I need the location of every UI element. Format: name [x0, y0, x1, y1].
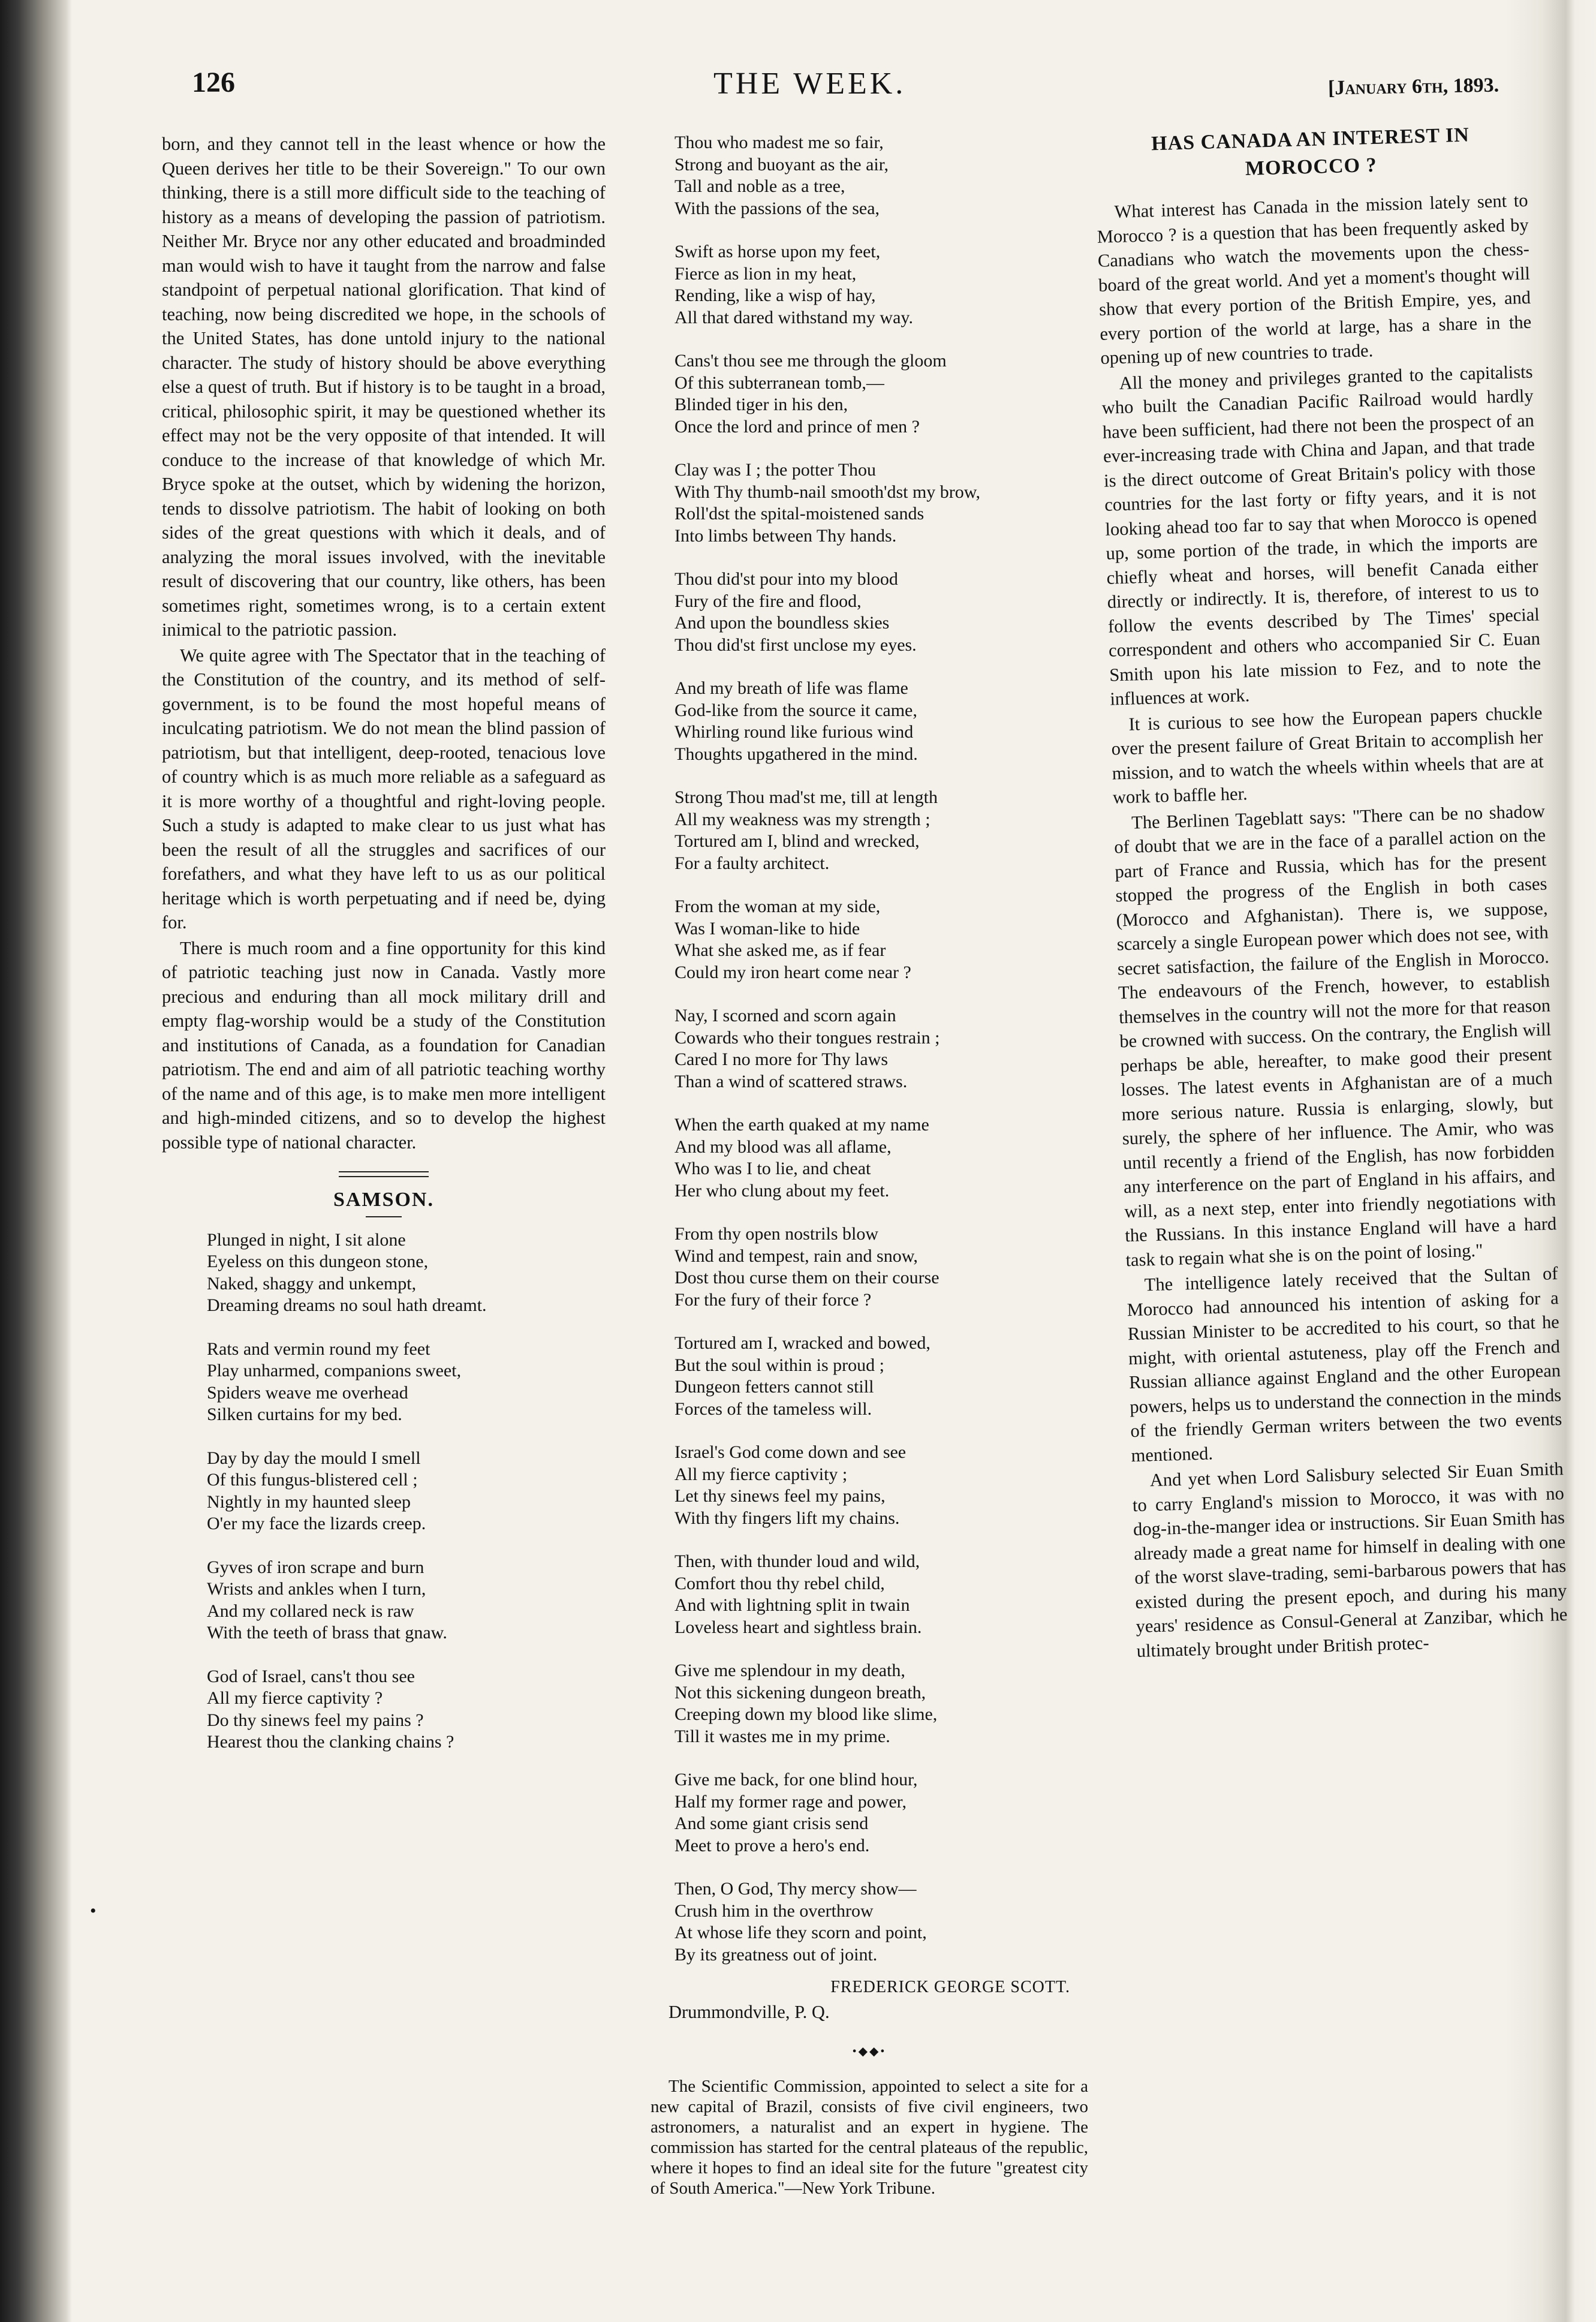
poem-line: Swift as horse upon my feet, [674, 242, 881, 261]
poem-line: Once the lord and prince of men ? [674, 416, 920, 437]
poem-line: With thy fingers lift my chains. [674, 1508, 900, 1528]
poem-line: Of this fungus-blistered cell ; [207, 1470, 418, 1490]
poem-stanza [674, 132, 1088, 219]
poem-line: And my collared neck is raw [207, 1601, 414, 1621]
poem-line: Tall and noble as a tree, [674, 176, 845, 196]
poem-line: Strong and buoyant as the air, [674, 154, 889, 175]
poem-line: Plunged in night, I sit alone [207, 1229, 406, 1250]
poem-line: Cowards who their tongues restrain ; [674, 1027, 940, 1048]
poem-stanza [674, 1660, 1088, 1747]
poem-line: Dungeon fetters cannot still [674, 1377, 874, 1397]
poem-line: All my fierce captivity ; [674, 1464, 848, 1484]
poem-stanza [674, 1005, 1088, 1093]
poem-line: Nightly in my haunted sleep [207, 1491, 411, 1512]
poem-line: From thy open nostrils blow [674, 1224, 879, 1244]
poem-stanza [674, 350, 1088, 438]
poem-stanzas-left [162, 1229, 606, 1753]
poem-stanza [207, 1339, 606, 1426]
poem-line: Wind and tempest, rain and snow, [674, 1246, 918, 1266]
news-notice: The Scientific Commission, appointed to select a site for a new capital of Brazil, consists of five civil engineers, two astronomers, a naturalist and an expert in hygiene. The commission has started for the central plateaus of the republic, where it hopes to find an ideal site for the future "greatest city of South America."—New York Tribune. [651, 2076, 1088, 2198]
poem-line: O'er my face the lizards creep. [207, 1514, 426, 1533]
dateline: [January 6th, 1893. [1327, 74, 1499, 100]
column-middle [651, 132, 1088, 2198]
column-left [162, 132, 606, 1775]
poem-line: Till it wastes me in my prime. [674, 1726, 890, 1746]
poem-line: Play unharmed, companions sweet, [207, 1361, 462, 1380]
paragraph: It is curious to see how the European papers chuckle over the present failure of Great Britain to accomplish her mission, and to watch the wheels within wheels that are at work to baffle her. [1111, 702, 1544, 808]
poem-line: Her who clung about my feet. [674, 1180, 890, 1201]
poem-line: Clay was I ; the potter Thou [674, 460, 877, 480]
poem-stanza [207, 1557, 606, 1644]
poem-stanzas-middle [651, 132, 1088, 1966]
poem-line: Fury of the fire and flood, [674, 591, 862, 611]
ornament-divider: •◆◆• [852, 2045, 887, 2058]
poem-line: And my breath of life was flame [674, 678, 908, 698]
poem-line: Roll'dst the spital-moistened sands [674, 504, 925, 524]
poem-line: Comfort thou thy rebel child, [674, 1573, 885, 1593]
poem-line: Naked, shaggy and unkempt, [207, 1273, 417, 1294]
poem-line: God of Israel, cans't thou see [207, 1666, 415, 1686]
poem-stanza [674, 459, 1088, 547]
poem-line: With the passions of the sea, [674, 198, 880, 218]
page-header [192, 66, 1499, 108]
poem-line: Thoughts upgathered in the mind. [674, 744, 918, 764]
paragraph: The Berlinen Tageblatt says: "There can be no shadow of doubt that we are in the face of a parallel action on the part of France and Russia, which has for the present stopped the progress of the English in both cases (Morocco and Afghanistan). There is, we suppose, scarcely a single European power which does not see, with secret satisfaction, the failure of the English in Morocco. The endeavours of the French, however, to establish themselves in the country will not the more for that reason be crowned with success. On the contrary, the English will perhaps be able, hereafter, to make good their present losses. The latest events in Afghanistan are of a much more serious nature. Russia is enlarging, slowly, but surely, the sphere of her influence. The Amir, who was until recently a friend of the English, has now forbidden any interference on the part of England in his affairs, and will, as a next step, enter into friendly negotiations with the Russians. In this instance England will have a hard task to regain what she is on the point of losing." [1113, 800, 1557, 1270]
poem-line: Wrists and ankles when I turn, [207, 1579, 426, 1599]
paragraph: born, and they cannot tell in the least whence or how the Queen derives her title to be their Sovereign." To our own thinking, there is a still more difficult side to the teaching of history as a means of developing the passion of patriotism. Neither Mr. Bryce nor any other educated and broadminded man would wish to have it taught from the narrow and false standpoint of perpetual national glorification. That kind of teaching, now being discredited we hope, in the schools of the United States, has done untold injury to the national character. The study of history should be above everything else a quest of truth. But if history is to be taught in a broad, critical, philosophic spirit, it may be questioned whether its effect may not be the very opposite of that intended. It will conduce to the increase of that knowledge of which Mr. Bryce spoke at the outset, which by widening the horizon, tends to dissolve patriotism. The habit of looking on both sides of the great questions with which it deals, and of analyzing the moral issues involved, with the inevitable result of discovering that our country, like others, has been sometimes right, sometimes wrong, is to a certain extent inimical to the patriotic passion. [162, 134, 606, 640]
poem-line: Dreaming dreams no soul hath dreamt. [207, 1295, 487, 1315]
paragraph: All the money and privileges granted to the capitalists who built the Canadian Pacific Railroad would hardly have been sufficient, had there not been the prospect of an ever-increasing trade with China and Japan, and that trade is the direct outcome of Great Britain's policy with those countries for the last forty or fifty years, and it is not looking ahead too far to say that when Morocco is opened up, some portion of the trade, in which the imports are chiefly wheat and horses, will benefit Canada either directly or indirectly. It is, therefore, of interest to us to follow the events described by The Times' special correspondent and others who accompanied Sir C. Euan Smith upon his late mission to Fez, and to note the influences at work. [1101, 361, 1541, 709]
poem-line: Not this sickening dungeon breath, [674, 1682, 926, 1703]
poem-line: God-like from the source it came, [674, 700, 917, 720]
poem-stanza [207, 1448, 606, 1535]
poem-line: Gyves of iron scrape and burn [207, 1557, 424, 1577]
poem-stanza [674, 1223, 1088, 1311]
poem-line: At whose life they scorn and point, [674, 1923, 927, 1942]
poem-line: Fierce as lion in my heat, [674, 263, 857, 284]
poem-line: Dost thou curse them on their course [674, 1268, 939, 1288]
poem-line: From the woman at my side, [674, 897, 881, 916]
page-number: 126 [192, 67, 235, 98]
poem-line: Than a wind of scattered straws. [674, 1071, 908, 1091]
poem-stanza [674, 1114, 1088, 1202]
poem-stanza [674, 1333, 1088, 1420]
poem-line: Nay, I scorned and scorn again [674, 1006, 896, 1025]
poem-author: FREDERICK GEORGE SCOTT. [830, 1978, 1070, 1996]
poem-line: Half my former rage and power, [674, 1791, 907, 1812]
poem-line: Creeping down my blood like slime, [674, 1704, 938, 1724]
poem-place: Drummondville, P. Q. [668, 2001, 830, 2022]
poem-line: But the soul within is proud ; [674, 1355, 885, 1375]
section-divider [339, 1171, 429, 1177]
poem-line: Crush him in the overthrow [674, 1900, 874, 1921]
poem-line: Spiders weave me overhead [207, 1382, 408, 1403]
poem-line: Do thy sinews feel my pains ? [207, 1710, 424, 1730]
article-title: HAS CANADA AN INTEREST IN MOROCCO ? [1151, 124, 1470, 180]
title-rule [366, 1216, 402, 1217]
poem-line: Loveless heart and sightless brain. [674, 1617, 922, 1637]
poem-stanza [674, 1442, 1088, 1529]
paragraph: The intelligence lately received that the Sultan of Morocco had announced his intention of asking for a Russian Minister to be accredited to his court, so that he might, with oriental astuteness, play off the French and Russian alliance against England and the other European powers, helps us to understand the connection in the minds of the friendly German writers between the two events mentioned. [1127, 1263, 1562, 1466]
poem-line: Then, O God, Thy mercy show— [674, 1879, 917, 1899]
poem-line: And upon the boundless skies [674, 613, 890, 633]
poem-line: Thou did'st pour into my blood [674, 569, 898, 589]
poem-line: By its greatness out of joint. [674, 1944, 878, 1965]
poem-line: When the earth quaked at my name [674, 1115, 929, 1135]
page-binding-shadow [0, 0, 72, 2322]
poem-stanza [674, 678, 1088, 765]
paragraph: What interest has Canada in the mission lately sent to Morocco ? is a question that has been frequently asked by Canadians who watch the movements upon the chess-board of the great world. And yet a moment's thought will show that every portion of the British Empire, yes, and every portion of the world at large, has a share in the opening up of new countries to trade. [1097, 190, 1532, 368]
poem-stanza [674, 787, 1088, 874]
poem-line: Cans't thou see me through the gloom [674, 351, 947, 371]
poem-line: Israel's God come down and see [674, 1442, 907, 1462]
poem-line: Into limbs between Thy hands. [674, 525, 897, 546]
poem-line: For a faulty architect. [674, 853, 830, 873]
poem-line: With Thy thumb-nail smooth'dst my brow, [674, 482, 981, 502]
poem-line: With the teeth of brass that gnaw. [207, 1623, 447, 1643]
poem-line: Strong Thou mad'st me, till at length [674, 787, 938, 807]
poem-line: Meet to prove a hero's end. [674, 1835, 870, 1855]
poem-line: Rats and vermin round my feet [207, 1339, 430, 1359]
poem-line: Was I woman-like to hide [674, 918, 860, 939]
poem-stanza [207, 1666, 606, 1753]
paragraph: There is much room and a fine opportunity for this kind of patriotic teaching just now in Canada. Vastly more precious and enduring than all mock military drill and empty flag-worship would be a study of the Constitution and institutions of Canada, as a foundation for Canadian patriotism. The end and aim of all patriotic teaching worthy of the name and of this age, is to make men more intelligent and high-minded citizens, and so to develop the highest possible type of national character. [162, 937, 606, 1153]
paragraph: And yet when Lord Salisbury selected Sir Euan Smith to carry England's mission to Morocco, it was with no dog-in-the-manger idea or instructions. Sir Euan Smith has already made a great name for himself in dealing with one of the worst slave-trading, semi-barbarous powers that has existed during the present epoch, and during his many years' residence as Consul-General at Zanzibar, which he ultimately brought under British protec- [1132, 1458, 1568, 1661]
poem-line: Eyeless on this dungeon stone, [207, 1252, 429, 1271]
poem-line: All that dared withstand my way. [674, 307, 913, 327]
poem-line: All my fierce captivity ? [207, 1688, 383, 1708]
poem-line: Tortured am I, blind and wrecked, [674, 831, 920, 851]
poem-stanza [207, 1229, 606, 1317]
paragraph: We quite agree with The Spectator that in the teaching of the Constitution of the country, and its method of self-government, is to be found the most hopeful means of inculcating patriotism. We do not mean the blind passion of patriotism, but that intelligent, deep-rooted, tenacious love of country which is as much more reliable as a safeguard as it is more worthy of a thoughtful and right-loving people. Such a study is adapted to make clear to us just what has been the result of all the struggles and sacrifices of our forefathers, and what they have left to us as our political heritage which is worth perpetuating and if need be, dying for. [162, 645, 606, 933]
poem-line: Blinded tiger in his den, [674, 395, 848, 414]
poem-line: Silken curtains for my bed. [207, 1404, 402, 1424]
poem-line: Then, with thunder loud and wild, [674, 1551, 920, 1571]
poem-stanza [674, 241, 1088, 329]
poem-line: And some giant crisis send [674, 1813, 869, 1833]
poem-line: Forces of the tameless will. [674, 1398, 872, 1419]
column-right [1094, 120, 1568, 1663]
poem-line: Tortured am I, wracked and bowed, [674, 1333, 931, 1353]
margin-dot: • [90, 1901, 97, 1921]
poem-line: What she asked me, as if fear [674, 940, 886, 960]
poem-stanza [674, 1551, 1088, 1638]
poem-line: Let thy sinews feel my pains, [674, 1486, 886, 1506]
poem-line: Could my iron heart come near ? [674, 962, 911, 982]
poem-line: And my blood was all aflame, [674, 1136, 892, 1157]
poem-line: Give me back, for one blind hour, [674, 1770, 918, 1789]
poem-line: For the fury of their force ? [674, 1289, 872, 1310]
poem-line: Hearest thou the clanking chains ? [207, 1732, 454, 1752]
poem-stanza [674, 1878, 1088, 1966]
poem-title: SAMSON. [333, 1189, 434, 1211]
poem-line: Of this subterranean tomb,— [674, 372, 884, 393]
poem-line: Cared I no more for Thy laws [674, 1049, 889, 1069]
poem-line: Thou did'st first unclose my eyes. [674, 634, 917, 655]
poem-line: Give me splendour in my death, [674, 1661, 905, 1680]
poem-stanza [674, 896, 1088, 983]
poem-line: Whirling round like furious wind [674, 722, 914, 742]
poem-line: Thou who madest me so fair, [674, 133, 884, 152]
poem-line: Who was I to lie, and cheat [674, 1159, 871, 1178]
poem-line: Day by day the mould I smell [207, 1448, 421, 1468]
masthead: THE WEEK. [713, 67, 907, 101]
poem-stanza [674, 569, 1088, 656]
poem-line: All my weakness was my strength ; [674, 809, 931, 829]
poem-line: And with lightning split in twain [674, 1595, 910, 1615]
poem-line: Rending, like a wisp of hay, [674, 285, 876, 305]
poem-stanza [674, 1769, 1088, 1857]
